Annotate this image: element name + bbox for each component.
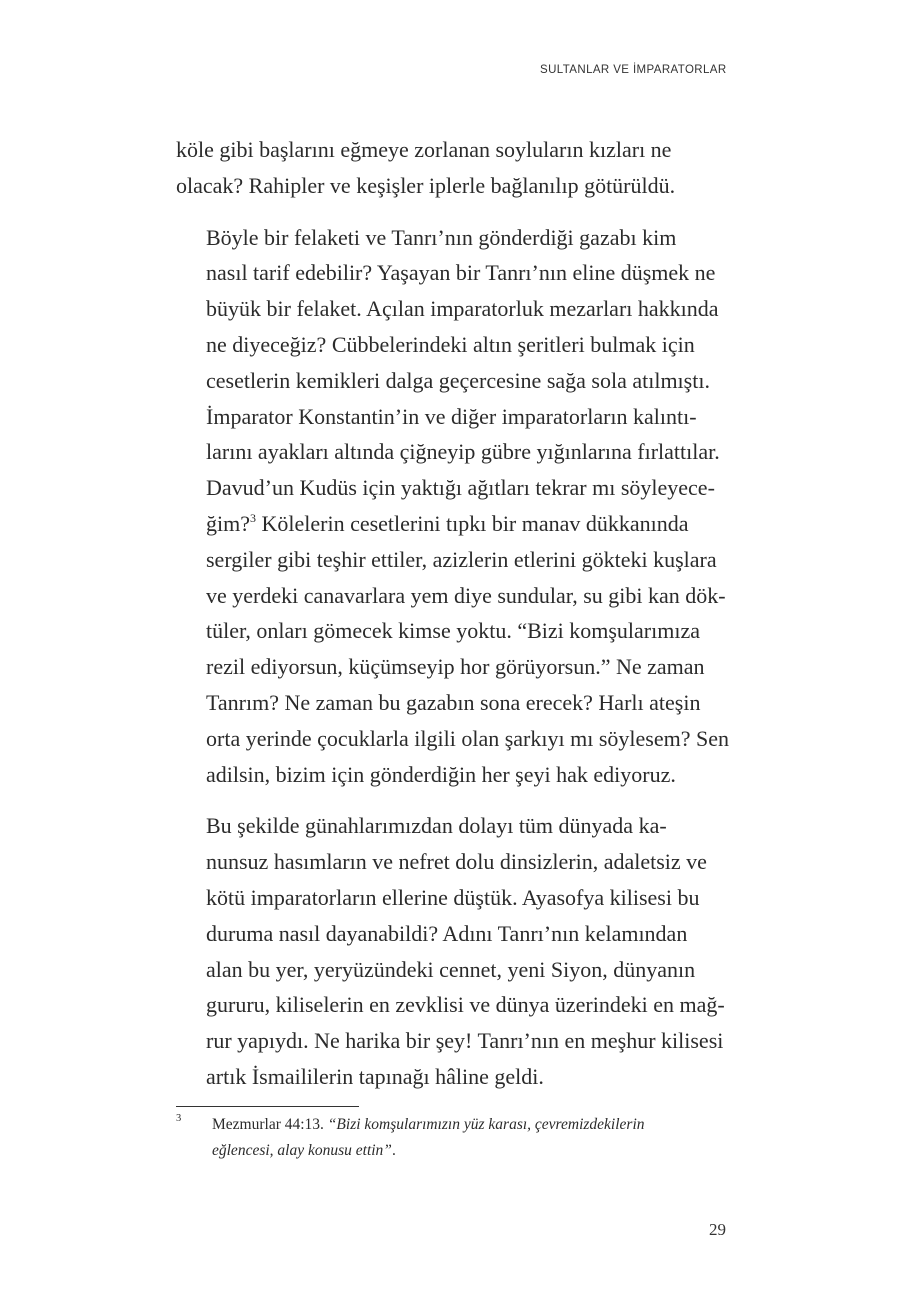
footnote-line — [212, 1138, 726, 1164]
text-line: larını ayakları altında çiğneyip gübre yığınlarına fırlattılar. — [206, 439, 720, 465]
text-segment: Kölelerin cesetlerini tıpkı bir manav dükkanında — [256, 510, 689, 536]
text-line: artık İsmaililerin tapınağı hâline geldi. — [206, 1063, 544, 1089]
text-line: İmparator Konstantin’in ve diğer imparatorların kalıntı- — [206, 403, 697, 429]
footnote-divider — [176, 1106, 359, 1107]
text-line: Böyle bir felaketi ve Tanrı’nın gönderdiği gazabı kim — [206, 224, 677, 250]
body-text — [176, 132, 729, 1095]
page-number: 29 — [709, 1220, 726, 1239]
text-line: cesetlerin kemikleri dalga geçercesine sağa sola atılmıştı. — [206, 367, 710, 393]
text-line: ne diyeceğiz? Cübbelerindeki altın şeritleri bulmak için — [206, 331, 695, 357]
text-line — [176, 506, 726, 542]
running-header: SULTANLAR VE İMPARATORLAR — [540, 64, 727, 76]
text-line: nasıl tarif edebilir? Yaşayan bir Tanrı’nın eline düşmek ne — [206, 260, 716, 286]
paragraph-2 — [176, 220, 729, 793]
text-line: kötü imparatorların ellerine düştük. Ayasofya kilisesi bu — [206, 884, 700, 910]
text-line: büyük bir felaket. Açılan imparatorluk mezarları hakkında — [206, 296, 719, 322]
paragraph-3 — [176, 808, 726, 1094]
footnote-line — [212, 1112, 726, 1138]
text-line: Tanrım? Ne zaman bu gazabın sona erecek? Harlı ateşin — [206, 689, 701, 715]
footnote — [176, 1112, 726, 1164]
footnote-trailing: . — [391, 1142, 396, 1159]
text-line: sergiler gibi teşhir ettiler, azizlerin etlerini gökteki kuşlara — [206, 546, 717, 572]
text-line: Davud’un Kudüs için yaktığı ağıtları tekrar mı söyleyece- — [206, 475, 715, 501]
text-line: nunsuz hasımların ve nefret dolu dinsizlerin, adaletsiz ve — [206, 849, 707, 875]
text-line: gururu, kiliselerin en zevklisi ve dünya üzerindeki en mağ- — [206, 992, 725, 1018]
footnote-source: Mezmurlar 44:13. — [212, 1116, 324, 1133]
text-line: rur yapıydı. Ne harika bir şey! Tanrı’nın en meşhur kilisesi — [206, 1028, 724, 1054]
text-line: alan bu yer, yeryüzündeki cennet, yeni Siyon, dünyanın — [206, 956, 696, 982]
footnote-quote-part: eğlencesi, alay konusu ettin” — [212, 1142, 392, 1159]
footnote-number: 3 — [176, 1113, 182, 1124]
text-line: orta yerinde çocuklarla ilgili olan şarkıyı mı söylesem? Sen — [206, 725, 729, 751]
text-line: adilsin, bizim için gönderdiğin her şeyi hak ediyoruz. — [206, 761, 676, 787]
footnote-quote-part: “Bizi komşularımızın yüz karası, çevremizdekilerin — [327, 1116, 645, 1133]
text-line: köle gibi başlarını eğmeye zorlanan soyluların kızları ne — [176, 137, 672, 162]
text-line: ve yerdeki canavarlara yem diye sundular, su gibi kan dök- — [206, 582, 726, 608]
text-segment: ğim? — [206, 510, 250, 536]
text-line: olacak? Rahipler ve keşişler iplerle bağlanılıp götürüldü. — [176, 172, 676, 198]
text-line: tüler, onları gömecek kimse yoktu. “Bizi komşularımıza — [206, 618, 700, 644]
paragraph-1 — [176, 132, 726, 204]
text-line: Bu şekilde günahlarımızdan dolayı tüm dünyada ka- — [206, 813, 667, 839]
text-line: rezil ediyorsun, küçümseyip hor görüyorsun.” Ne zaman — [206, 654, 705, 680]
footnote-reference[interactable]: 3 — [250, 510, 256, 525]
text-line: duruma nasıl dayanabildi? Adını Tanrı’nın kelamından — [206, 920, 688, 946]
